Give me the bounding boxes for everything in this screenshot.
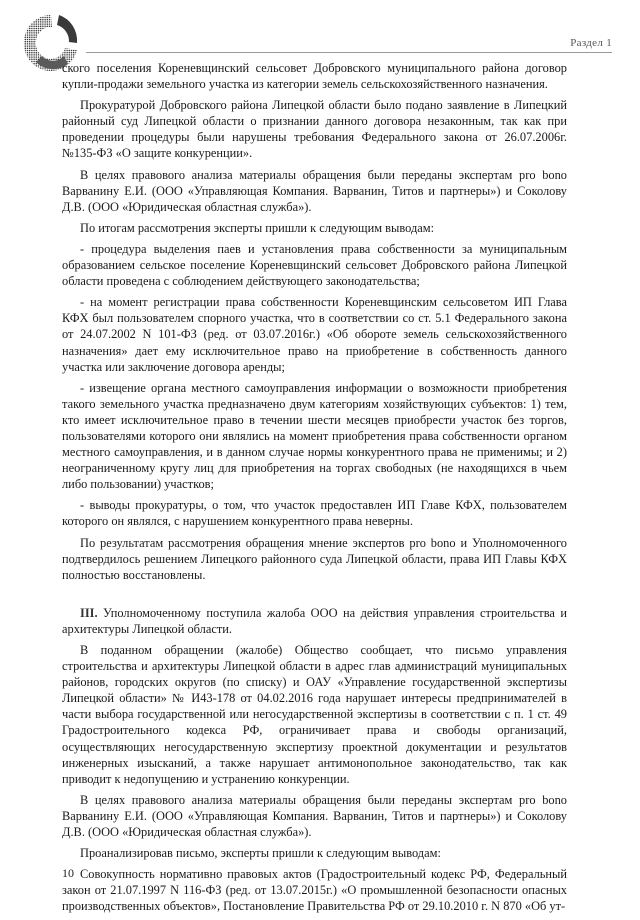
paragraph: Прокуратурой Добровского района Липецкой области было подано заявление в Липецкий районный суд Липецкой области о признании данного договора незаконным, так как при проведении процедуры были нарушены требования Федерального закона от 26.07.2006г. №135-ФЗ «О защите конкуренции». xyxy=(62,98,567,161)
paragraph: В поданном обращении (жалобе) Общество сообщает, что письмо управления строительства и архитектуры Липецкой области в адрес глав администраций муниципальных районов, городских округов (по списку) и ОАУ «Управление государственной экспертизы Липецкой области» № И43-178 от 04.02.2016 года нарушает интересы предпринимателей в части выбора государственной или негосударственной экспертизы в соответствии с п. 1 ст. 49 Градостроительного кодекса РФ, ограничивает права и свободы организаций, осуществляющих негосударственную экспертизу проектной документации и результатов инженерных изысканий, а также нарушает антимонопольное законодательство, так как приводит к недопущению и устранению конкуренции. xyxy=(62,643,567,786)
list-item: - выводы прокуратуры, о том, что участок предоставлен ИП Главе КФХ, пользователем которого он являлся, с нарушением конкурентного права неверны. xyxy=(62,498,567,529)
section-intro: Уполномоченному поступила жалоба ООО на действия управления строительства и архитектуры Липецкой области. xyxy=(62,605,567,636)
section-numeral: III. xyxy=(80,605,98,620)
paragraph: По итогам рассмотрения эксперты пришли к следующим выводам: xyxy=(80,220,435,235)
paragraph: По результатам рассмотрения обращения мнение экспертов pro bono и Уполномоченного подтвердилось решением Липецкого районного суда Липецкой области, права ИП Главы КФХ полностью восстановлены. xyxy=(62,535,567,582)
section-heading xyxy=(62,605,567,637)
paragraph: В целях правового анализа материалы обращения были переданы экспертам pro bono Варванину Е.И. (ООО «Управляющая Компания. Варванин, Титов и партнеры») и Соколову Д.В. (ООО «Юридическая областная служба»). xyxy=(62,792,567,840)
paragraph: ского поселения Кореневщинский сельсовет Добровского муниципального района договор купли-продажи земельного участка из категории земель сельскохозяйственного назначения. xyxy=(62,61,567,92)
header-rule xyxy=(86,52,612,53)
list-item: - процедура выделения паев и установления права собственности за муниципальным образованием сельское поселение Кореневщинский сельсовет Добровского района Липецкой области проведена с соблюдением действующего законодательства; xyxy=(62,241,567,289)
paragraph: В целях правового анализа материалы обращения были переданы экспертам pro bono Варванину Е.И. (ООО «Управляющая Компания. Варванин, Титов и партнеры») и Соколову Д.В. (ООО «Юридическая областная служба»). xyxy=(62,167,567,214)
list-item: - извещение органа местного самоуправления информации о возможности приобретения такого земельного участка предназначено двум категориям хозяйствующих субъектов: 1) тем, кто имеет исключительное право в течении шести месяцев приобрести участок без торгов, пользователями которого они являлись на момент приобретения права собственности органом местного самоуправления, и в данном случае нормы конкурентного права не применимы; и 2) неограниченному кругу лиц для приобретения на торгах свободных (не находящихся в чьем либо пользовании) участков; xyxy=(62,380,567,492)
paragraph: Совокупность нормативно правовых актов (Градостроительный кодекс РФ, Федеральный закон от 21.07.1997 N 116-ФЗ (ред. от 13.07.2015г.) «О промышленной безопасности опасных производственных объектов», Постановление Правительства РФ от 29.10.2010 г. N 870 «Об ут- xyxy=(62,867,567,914)
page-number: 10 xyxy=(62,866,74,880)
list-item: - на момент регистрации права собственности Кореневщинским сельсоветом ИП Глава КФХ был пользователем спорного участка, что в соответствии со ст. 5.1 Федерального закона от 24.07.2002 N 101-ФЗ (ред. от 03.07.2016г.) «Об обороте земель сельскохозяйственного назначения» дает ему исключительное право на приобретение в собственность данного участка или заключение договора аренды; xyxy=(62,295,567,374)
paragraph: Проанализировав письмо, эксперты пришли к следующим выводам: xyxy=(80,846,441,861)
section-label: Раздел 1 xyxy=(570,37,612,49)
document-body xyxy=(62,60,567,920)
